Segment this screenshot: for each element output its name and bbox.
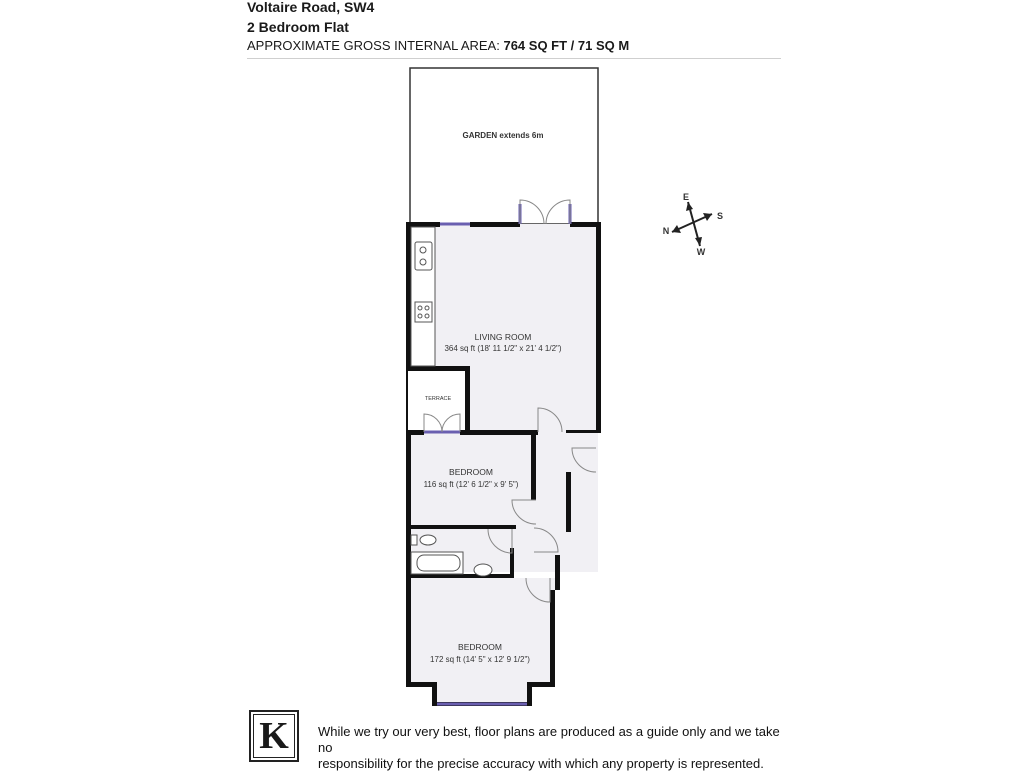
compass-icon [663, 192, 723, 257]
disclaimer-line-2: responsibility for the precise accuracy with which any property is represented. [318, 756, 764, 771]
disclaimer [318, 724, 788, 772]
living-room-label: LIVING ROOM [474, 332, 532, 342]
property-subtitle: 2 Bedroom Flat [247, 19, 349, 35]
living-room-size: 364 sq ft (18' 11 1/2" x 21' 4 1/2") [444, 344, 562, 353]
area-label: APPROXIMATE GROSS INTERNAL AREA: [247, 38, 500, 53]
agency-logo [249, 710, 299, 762]
compass-n: N [662, 226, 670, 236]
bedroom-1-label: BEDROOM [449, 467, 493, 477]
floor-fill [410, 224, 598, 704]
kitchen-fixtures [411, 227, 435, 366]
bedroom-1-size: 116 sq ft (12' 6 1/2" x 9' 5") [423, 480, 519, 489]
area-value: 764 SQ FT / 71 SQ M [503, 38, 630, 53]
bedroom-2-size: 172 sq ft (14' 5" x 12' 9 1/2") [430, 655, 530, 664]
terrace-label: TERRACE [424, 396, 452, 402]
disclaimer-line-1: While we try our very best, floor plans are produced as a guide only and we take no [318, 724, 780, 755]
compass-w: W [696, 247, 706, 257]
agency-logo-letter: K [253, 714, 295, 758]
compass-s: S [716, 211, 724, 221]
garden-label: GARDEN extends 6m [462, 131, 544, 140]
bedroom-2-label: BEDROOM [458, 642, 502, 652]
property-title: Voltaire Road, SW4 [247, 0, 375, 15]
compass-e: E [682, 192, 690, 202]
